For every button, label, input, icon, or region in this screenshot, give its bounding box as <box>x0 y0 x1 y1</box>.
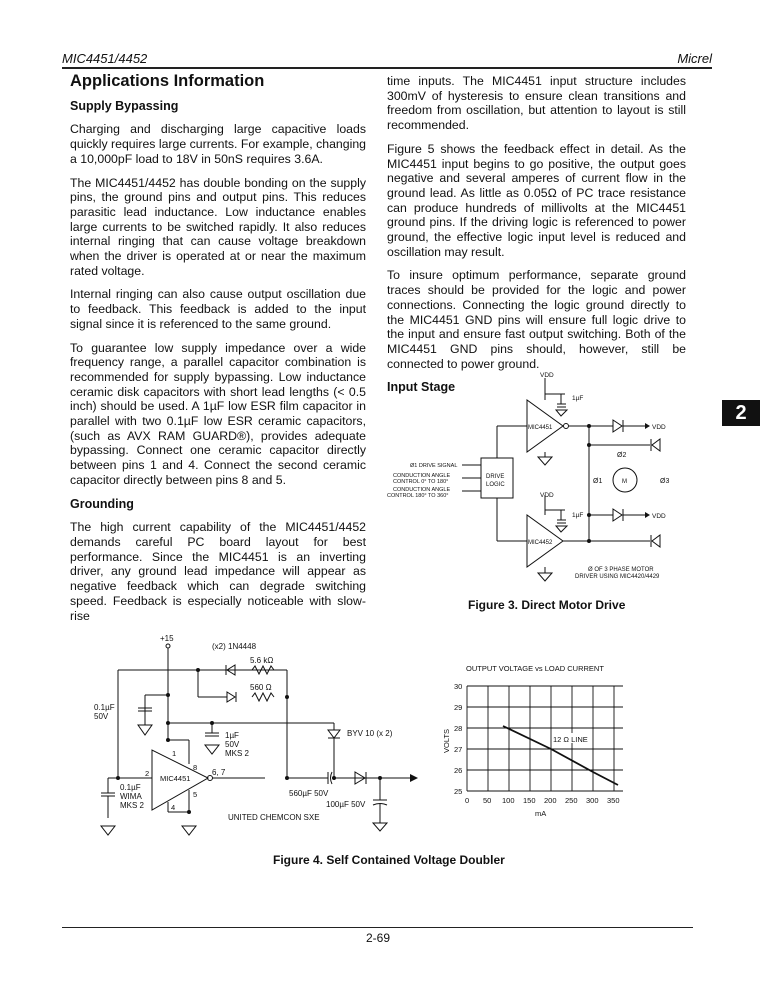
fig3-drive-logic-1: DRIVE <box>486 474 505 480</box>
fig3-input-2a: CONDUCTION ANGLE <box>393 473 451 479</box>
fig4-pin2: 2 <box>145 769 150 778</box>
fig4-pin4: 4 <box>171 803 176 812</box>
heading-supply-bypassing: Supply Bypassing <box>70 98 179 113</box>
y-tick: 27 <box>454 745 463 754</box>
fig4-mfr: UNITED CHEMCON SXE <box>228 813 320 822</box>
fig3-phi1: Ø1 <box>593 478 603 485</box>
fig4-c1a: 0.1µF <box>94 703 115 712</box>
right-column <box>387 74 686 404</box>
page-number: 2-69 <box>366 931 391 945</box>
header-rule <box>62 67 712 69</box>
fig3-input-3b: CONTROL 180° TO 360° <box>387 493 449 499</box>
fig3-driver-bottom: MIC4452 <box>528 540 553 546</box>
x-tick: 300 <box>586 796 599 805</box>
x-tick: 150 <box>523 796 536 805</box>
figure3-schematic <box>380 360 680 590</box>
fig4-diodes: (x2) 1N4448 <box>212 642 257 651</box>
x-tick: 0 <box>465 796 470 805</box>
fig3-vdd-top: VDD <box>540 372 554 379</box>
output-voltage-chart <box>440 655 640 825</box>
fig3-vdd-right-top: VDD <box>652 424 666 431</box>
footer-rule <box>62 927 693 928</box>
fig4-pin67: 6, 7 <box>212 768 226 777</box>
paragraph: To insure optimum performance, separate ground traces should be provided for the logic and power connections. Connecting the logic ground directly to the MIC4451 GND pins will ensure full logic drive to the input and ensure fast output switching. Both of the MIC4451 GND pins should, however, still be connected to power ground. <box>387 268 686 371</box>
fig4-c2a: 1µF <box>225 731 239 740</box>
fig3-input-2b: CONTROL 0° TO 180° <box>393 479 449 485</box>
fig4-c3a: 0.1µF <box>120 783 141 792</box>
fig3-input-3a: CONDUCTION ANGLE <box>393 487 451 493</box>
fig3-motor: M <box>622 479 627 485</box>
paragraph: Figure 5 shows the feedback effect in detail. As the MIC4451 input begins to go positive, the output goes negative and several amperes of current flow in the ground lead. As little as 0.05Ω of PC trace resistance can produce hundreds of millivolts at the MIC4451 ground pins. If the driving logic is referenced to power ground, the effective logic input level is reduced and oscillation may result. <box>387 141 686 259</box>
paragraph: To guarantee low supply impedance over a wide frequency range, a parallel capacitor combination is recommended for supply bypassing. Low inductance ceramic disk capacitors with short lead lengths (< 0.5 inch) should be used. A 1µF low ESR film capacitor in parallel with two 0.1µF low ESR ceramic capacitors, (such as AVX RAM GUARD®), provides adequate bypassing. Connect one ceramic capacitor directly between pins 1 and 4. Connect the second ceramic capacitor directly between pins 8 and 5. <box>70 340 366 487</box>
fig3-input-1: Ø1 DRIVE SIGNAL <box>410 463 458 469</box>
fig4-byv: BYV 10 (x 2) <box>347 729 393 738</box>
fig4-c3c: MKS 2 <box>120 801 145 810</box>
figure3-caption: Figure 3. Direct Motor Drive <box>468 598 626 612</box>
chart-annotation: 12 Ω LINE <box>553 735 588 744</box>
section-tab: 2 <box>722 400 760 426</box>
y-tick: 30 <box>454 682 463 691</box>
y-tick: 25 <box>454 787 463 796</box>
fig4-pin1: 1 <box>172 749 177 758</box>
x-tick: 200 <box>544 796 557 805</box>
fig4-ic: MIC4451 <box>160 774 191 783</box>
header-company: Micrel <box>677 51 712 66</box>
y-tick: 29 <box>454 703 463 712</box>
paragraph: Internal ringing can also cause output oscillation due to feedback. This feedback is added to the input signal since it is referenced to the same ground. <box>70 287 366 331</box>
paragraph: The MIC4451/4452 has double bonding on the supply pins, the ground pins and output pins. This reduces parasitic lead inductance. Low inductance enables large currents to be switched rapidly. It also reduces internal ringing that can cause voltage breakdown when the driver is operated at or near the maximum rated voltage. <box>70 175 366 278</box>
figure4-caption: Figure 4. Self Contained Voltage Doubler <box>273 853 505 867</box>
x-tick: 50 <box>483 796 492 805</box>
fig4-pin5: 5 <box>193 790 198 799</box>
chart-xlabel: mA <box>535 809 547 818</box>
fig3-phi3: Ø3 <box>660 478 670 485</box>
fig4-r2: 560 Ω <box>250 683 272 692</box>
fig4-c2c: MKS 2 <box>225 749 250 758</box>
fig3-phi2: Ø2 <box>617 452 627 459</box>
fig4-c3b: WIMA <box>120 792 142 801</box>
x-tick: 350 <box>607 796 620 805</box>
y-tick: 26 <box>454 766 463 775</box>
chart-ylabel: VOLTS <box>442 728 451 753</box>
fig3-driver-top: MIC4451 <box>528 425 553 431</box>
page-title: Applications Information <box>70 72 265 90</box>
fig3-vdd-right-bottom: VDD <box>652 513 666 520</box>
fig4-r1: 5.6 kΩ <box>250 656 274 665</box>
y-tick: 28 <box>454 724 463 733</box>
header-part-number: MIC4451/4452 <box>62 51 148 66</box>
fig3-note-1: Ø OF 3 PHASE MOTOR <box>588 567 654 573</box>
paragraph: Charging and discharging large capacitive loads quickly requires large currents. For example, changing a 10,000pF load to 18V in 50nS requires 3.6A. <box>70 122 366 166</box>
fig3-drive-logic-2: LOGIC <box>486 482 505 488</box>
x-tick: 250 <box>565 796 578 805</box>
fig4-pin8: 8 <box>193 763 198 772</box>
heading-input-stage: Input Stage <box>387 380 456 395</box>
fig4-c5: 100µF 50V <box>326 800 366 809</box>
heading-grounding: Grounding <box>70 496 134 511</box>
paragraph: The high current capability of the MIC4451/4452 demands careful PC board layout for best performance. Since the MIC4451 is an inverting driver, any ground lead impedance will appear as negative feedback which can degrade switching speed. Feedback is especially noticeable with slow-rise <box>70 520 366 623</box>
left-column <box>70 74 366 632</box>
x-tick: 100 <box>502 796 515 805</box>
chart-title: OUTPUT VOLTAGE vs LOAD CURRENT <box>466 664 604 673</box>
figure4-schematic <box>90 630 420 840</box>
fig4-c4: 560µF 50V <box>289 789 329 798</box>
fig3-cap-top: 1µF <box>572 395 584 402</box>
fig3-note-2: DRIVER USING MIC4420/4429 <box>575 574 660 580</box>
fig3-cap-bottom: 1µF <box>572 512 584 519</box>
fig3-vdd-bottom: VDD <box>540 492 554 499</box>
paragraph: time inputs. The MIC4451 input structure includes 300mV of hysteresis to ensure clean transitions and freedom from oscillation, but attention to layout is still recommended. <box>387 74 686 133</box>
fig4-c2b: 50V <box>225 740 240 749</box>
fig4-supply: +15 <box>160 634 174 643</box>
fig4-c1b: 50V <box>94 712 109 721</box>
